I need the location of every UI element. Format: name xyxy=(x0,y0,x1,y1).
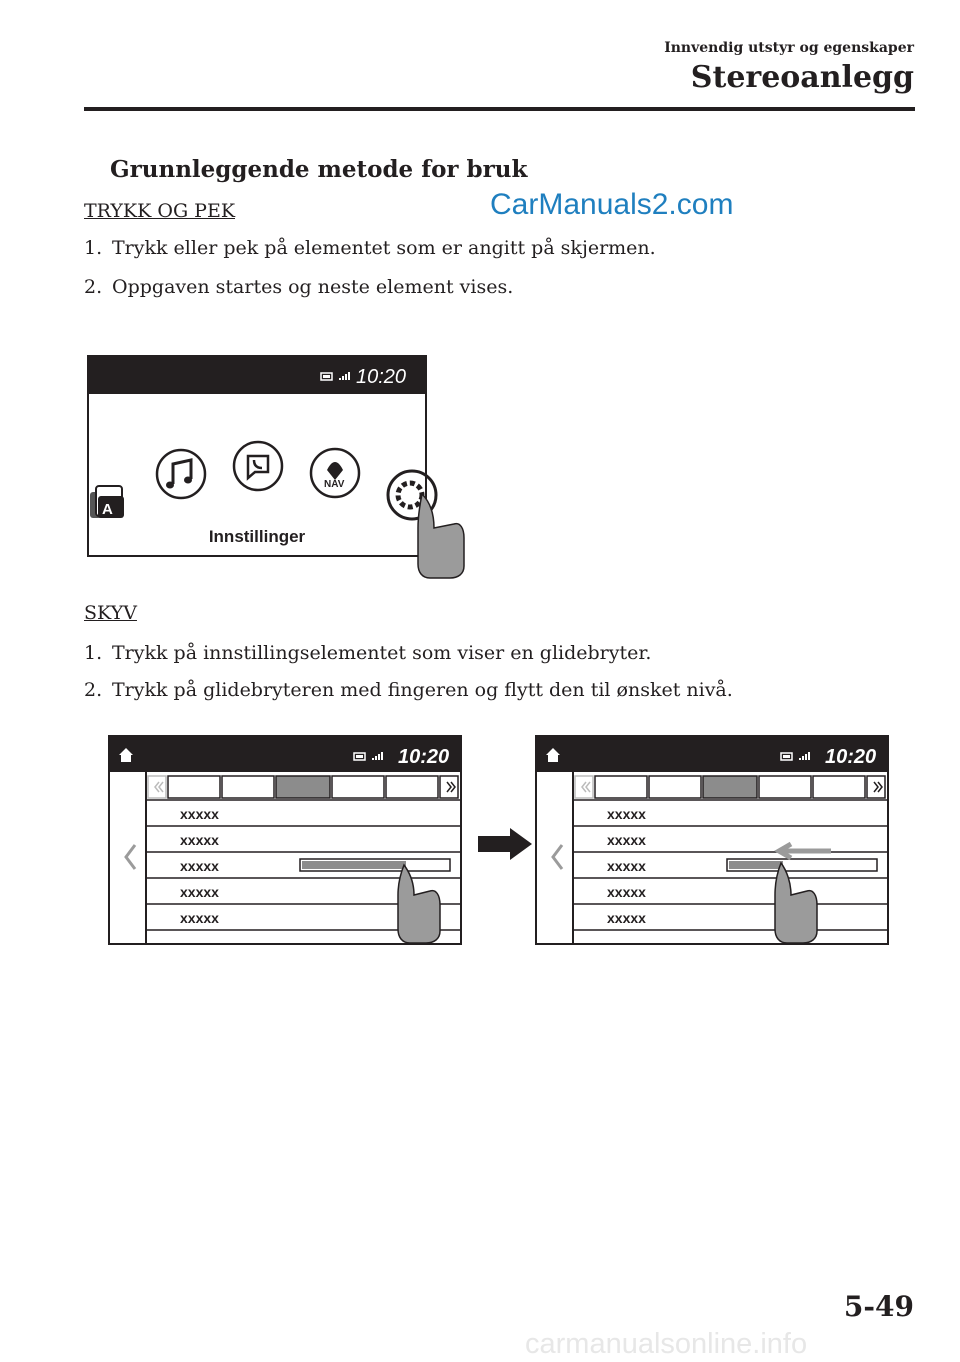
clock: 10:20 xyxy=(356,366,407,388)
step-number: 1. xyxy=(84,642,103,664)
step-text: Trykk på glidebryteren med fingeren og flytt den til ønsket nivå. xyxy=(112,679,733,701)
tab-scroll-left[interactable] xyxy=(148,776,166,798)
tab-bar xyxy=(148,776,458,798)
tap-step-2 xyxy=(84,276,513,298)
header-rule xyxy=(84,107,915,111)
step-number: 2. xyxy=(84,679,103,701)
slider-fill xyxy=(729,861,783,869)
slider-fill xyxy=(302,861,406,869)
list-item[interactable]: xxxxx xyxy=(180,832,219,848)
watermark-top: CarManuals2.com xyxy=(490,188,734,221)
tab[interactable] xyxy=(222,776,274,798)
step-number: 1. xyxy=(84,237,103,259)
tap-heading: TRYKK OG PEK xyxy=(84,200,236,222)
list-item[interactable]: xxxxx xyxy=(180,910,219,926)
step-text: Oppgaven startes og neste element vises. xyxy=(112,276,514,298)
list-item[interactable]: xxxxx xyxy=(180,858,219,874)
list-item[interactable]: xxxxx xyxy=(180,884,219,900)
nav-badge: NAV xyxy=(324,479,345,490)
slide-heading: SKYV xyxy=(84,602,137,624)
slider-figure-before xyxy=(108,735,468,947)
step-number: 2. xyxy=(84,276,103,298)
section-title: Grunnleggende metode for bruk xyxy=(110,156,528,183)
transition-arrow-icon xyxy=(476,826,534,862)
tap-step-1 xyxy=(84,237,656,259)
app-switcher-icon xyxy=(90,486,124,518)
list-item[interactable]: xxxxx xyxy=(607,858,646,874)
pointing-finger-icon xyxy=(418,494,464,578)
tab-selected[interactable] xyxy=(276,776,330,798)
step-text: Trykk på innstillingselementet som viser en glidebryter. xyxy=(112,642,652,664)
slide-step-2 xyxy=(84,679,733,701)
app-badge: A xyxy=(102,501,113,518)
header-chapter: Stereoanlegg xyxy=(690,60,914,95)
tab-scroll-left[interactable] xyxy=(575,776,593,798)
tab[interactable] xyxy=(168,776,220,798)
list-item[interactable]: xxxxx xyxy=(607,832,646,848)
tab[interactable] xyxy=(649,776,701,798)
clock: 10:20 xyxy=(398,746,450,768)
slider-figure-after xyxy=(535,735,895,947)
list-item[interactable]: xxxxx xyxy=(607,910,646,926)
tap-figure xyxy=(84,352,474,582)
tab[interactable] xyxy=(595,776,647,798)
tab-selected[interactable] xyxy=(703,776,757,798)
clock: 10:20 xyxy=(825,746,877,768)
watermark-bottom: carmanualsonline.info xyxy=(525,1328,808,1360)
list-item[interactable]: xxxxx xyxy=(607,806,646,822)
list-item[interactable]: xxxxx xyxy=(180,806,219,822)
tab[interactable] xyxy=(759,776,811,798)
slide-step-1 xyxy=(84,642,651,664)
tab[interactable] xyxy=(386,776,438,798)
step-text: Trykk eller pek på elementet som er angitt på skjermen. xyxy=(112,237,656,259)
page-number: 5-49 xyxy=(843,1290,914,1323)
list-item[interactable]: xxxxx xyxy=(607,884,646,900)
header-section: Innvendig utstyr og egenskaper xyxy=(664,40,914,56)
selected-item-label: Innstillinger xyxy=(208,527,306,546)
tab[interactable] xyxy=(813,776,865,798)
tab-bar xyxy=(575,776,885,798)
tab[interactable] xyxy=(332,776,384,798)
